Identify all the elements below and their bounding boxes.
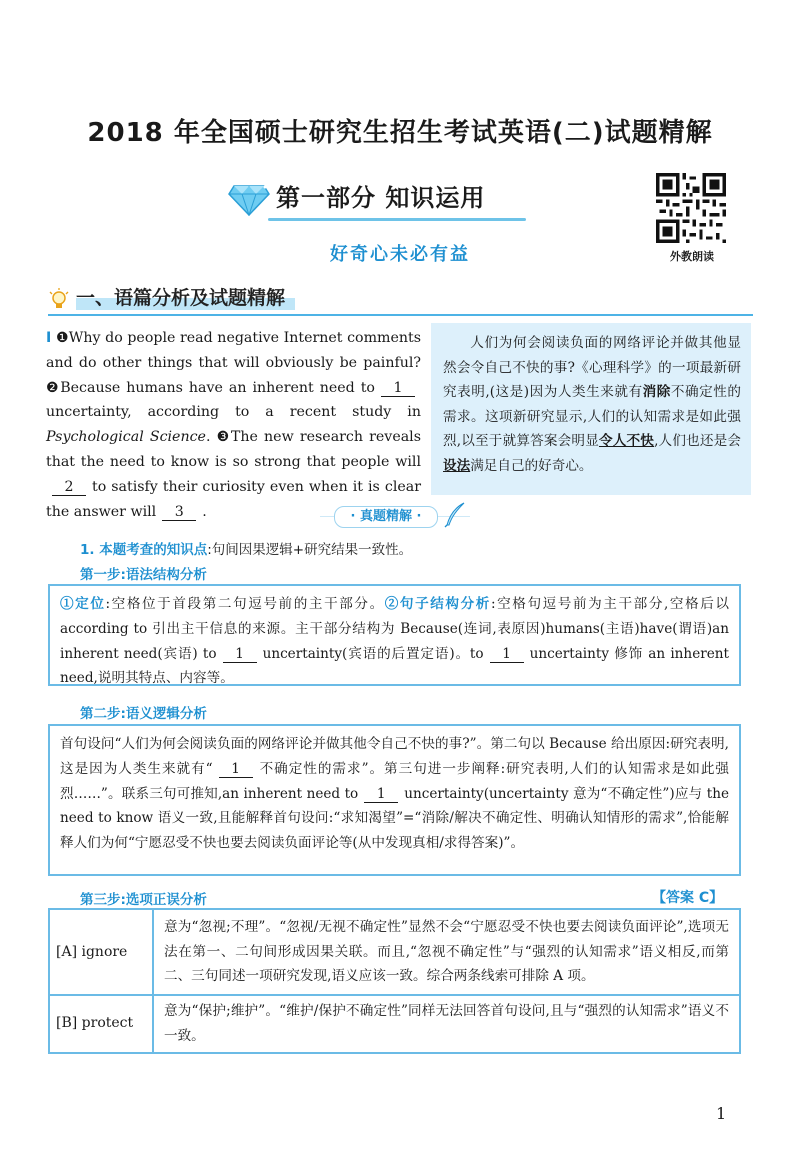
sentence-2a: Because humans have an inherent need to xyxy=(60,379,375,396)
sentence-2b: uncertainty, according to a recent study in xyxy=(46,404,421,421)
sentence-number: ❸ xyxy=(216,429,231,446)
diamond-icon xyxy=(228,182,270,216)
journal-name: Psychological Science xyxy=(46,429,206,446)
option-explanation: 意为“保护;维护”。“维护/保护不确定性”同样无法回答首句设问,且与“强烈的认知需求”语义不一致。 xyxy=(153,995,740,1053)
analysis-text: uncertainty 修饰 an inherent need,说明其特点、内容等。 xyxy=(60,645,729,687)
translation-text: ,人们也还是会 xyxy=(654,433,742,449)
section-title: 一、语篇分析及试题精解 xyxy=(76,286,295,310)
sentence-3a: The new research reveals that the need to know is so strong that people will xyxy=(46,429,421,470)
qr-code-icon[interactable] xyxy=(656,173,726,243)
key-term: ①定位 xyxy=(60,596,106,612)
lightbulb-icon xyxy=(48,288,70,312)
blank-reference: 1 xyxy=(364,786,398,803)
question-1-label: 1. 本题考查的知识点 xyxy=(80,542,208,558)
option-label: [B] protect xyxy=(49,995,153,1053)
analysis-text: :空格句逗号前为主干部分,空格后以 according to 引出主干信息的来源。主干部分结构为 Because(连词,表原因)humans(主语)have(谓语)an inherent need(宾语) to xyxy=(60,596,729,662)
sentence-3b: to satisfy their curiosity even when it is clear the answer will xyxy=(46,478,421,520)
sentence-number: ❷ xyxy=(46,379,61,396)
step-3-heading: 第三步:选项正误分析 xyxy=(80,892,207,908)
part-header xyxy=(228,180,528,224)
paragraph-marker: Ⅰ xyxy=(46,330,52,346)
translation-keyword: 消除 xyxy=(642,384,671,400)
passage-text xyxy=(46,326,421,524)
blank-1: 1 xyxy=(381,380,415,397)
option-explanation: 意为“忽视;不理”。“忽视/无视不确定性”显然不会“宁愿忍受不快也要去阅读负面评论”,选项无法在第一、二句间形成因果关联。而且,“忽视不确定性”与“强烈的认知需求”语义相反,而第二、三句同述一项研究发现,语义应该一致。综合两条线索可排除 A 项。 xyxy=(153,909,740,995)
translation-text: 人们为何会阅读负面的网络评论并做其他显然会令自己不快的事?《心理科学》的一项最新研究表明,(这是)因为人类生来就有 xyxy=(443,335,741,400)
blank-3: 3 xyxy=(162,504,196,521)
punctuation: . xyxy=(205,429,211,446)
key-term: ②句子结构分析 xyxy=(384,596,491,612)
translation-keyword: 设法 xyxy=(443,457,471,474)
blank-2: 2 xyxy=(52,479,86,496)
passage-subtitle: 好奇心未必有益 xyxy=(330,244,470,265)
answer-label: 【答案 C】 xyxy=(652,890,724,906)
translation-keyword: 令人不快 xyxy=(598,433,655,449)
question-1-heading xyxy=(80,538,412,558)
step-1-heading: 第一步:语法结构分析 xyxy=(80,567,207,583)
analysis-text: 首句设问“人们为何会阅读负面的网络评论并做其他令自己不快的事?”。第二句以 Because 给出原因:研究表明,这是因为人类生来就有“ xyxy=(60,736,729,777)
options-table xyxy=(48,908,741,1054)
analysis-text: uncertainty(宾语的后置定语)。to xyxy=(262,645,484,662)
option-label: [A] ignore xyxy=(49,909,153,995)
qr-caption: 外教朗读 xyxy=(670,250,714,263)
page-number: 1 xyxy=(716,1104,727,1123)
question-1-text: :句间因果逻辑+研究结果一致性。 xyxy=(207,542,413,558)
sentence-1: Why do people read negative Internet comments and do other things that will obviously be painful? xyxy=(46,330,421,371)
option-row xyxy=(49,909,740,995)
analysis-text: :空格位于首段第二句逗号前的主干部分。 xyxy=(105,596,385,612)
sentence-number: ❶ xyxy=(55,330,69,346)
analysis-text: 不确定性的需求”。第三句进一步阐释:研究表明,人们的认知需求是如此强烈……”。联系三句可推知,an inherent need to xyxy=(60,760,729,802)
blank-reference: 1 xyxy=(219,761,253,778)
option-row xyxy=(49,995,740,1053)
zhenti-label: · 真题精解 · xyxy=(334,506,438,528)
blank-reference: 1 xyxy=(223,646,257,663)
zhenti-header xyxy=(320,502,470,530)
part-underline xyxy=(268,218,526,221)
analysis-text: uncertainty(uncertainty 意为“不确定性”)应与 the need to know 语义一致,且能解释首句设问:“求知渴望”=“消除/解决不确定性、明确认知情形的需求”,恰能解释人们为何“宁愿忍受不快也要去阅读负面评论等(从中发现真相/求得答案)”。 xyxy=(60,785,729,852)
translation-text: 满足自己的好奇心。 xyxy=(470,457,593,474)
translation-box xyxy=(431,323,751,495)
section-header xyxy=(48,287,753,316)
punctuation: . xyxy=(202,503,207,520)
semantic-analysis-box xyxy=(48,724,741,876)
step-2-heading: 第二步:语义逻辑分析 xyxy=(80,706,207,722)
quill-pen-icon xyxy=(444,502,466,528)
blank-reference: 1 xyxy=(490,646,524,663)
part-title: 第一部分 知识运用 xyxy=(276,184,486,212)
page-title: 2018 年全国硕士研究生招生考试英语(二)试题精解 xyxy=(87,118,713,148)
grammar-analysis-box xyxy=(48,584,741,686)
translation-text: 不确定性的需求。这项新研究显示,人们的认知需求是如此强烈,以至于就算答案会明显 xyxy=(443,384,742,449)
